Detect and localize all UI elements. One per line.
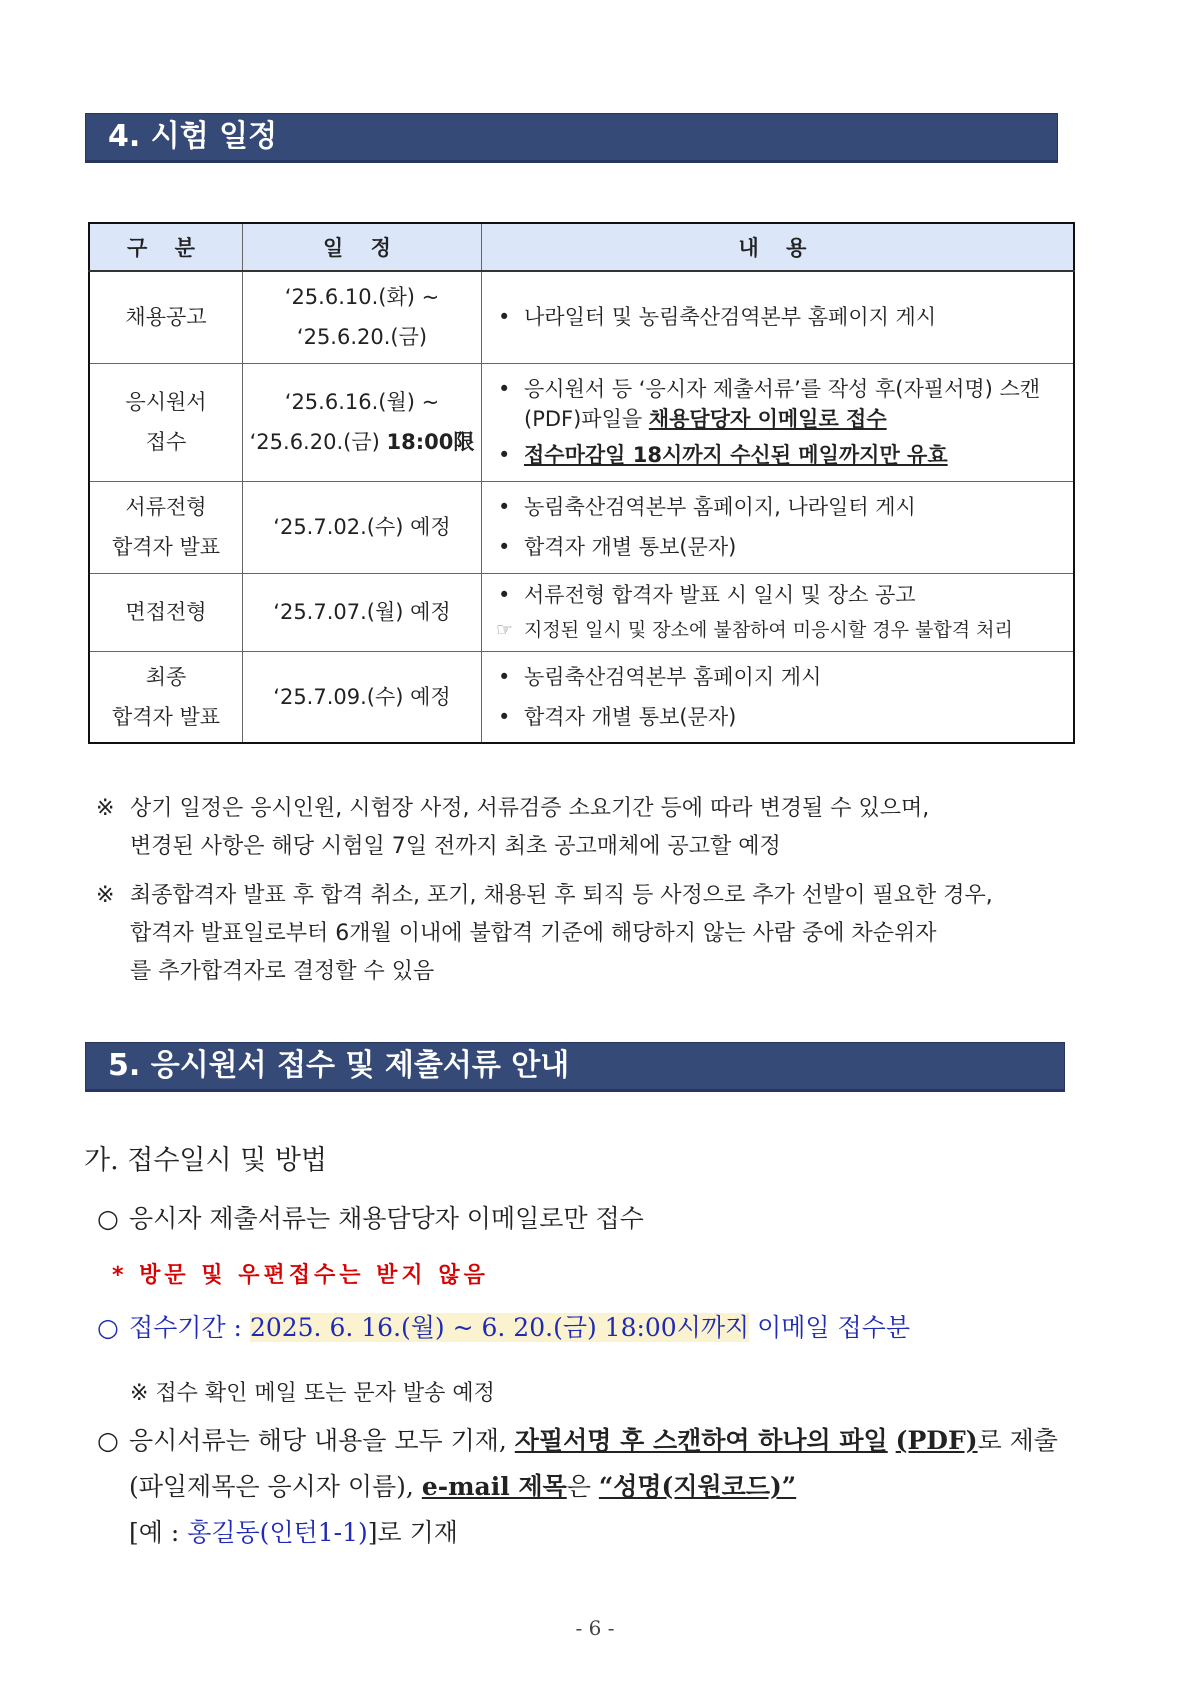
item-text-part: ]로 기재 [367,1518,458,1547]
category-text: 합격자 발표 [111,704,221,729]
content-text: 응시원서 등 ‘응시자 제출서류’를 작성 후(자필서명) 스캔 [524,377,1041,401]
content-item: • 서류전형 합격자 발표 시 일시 및 장소 공고 [496,577,1065,613]
emphasis-text: (PDF) [895,1426,978,1455]
header-category: 구 분 [89,223,243,271]
period-highlight: 2025. 6. 16.(월) ~ 6. 20.(금) 18:00시까지 [249,1313,750,1342]
content-note [496,613,1065,647]
period-label: 접수기간 : [129,1313,242,1342]
circle-bullet: ○ [97,1313,119,1342]
item-text [129,1305,1067,1351]
table-row [89,651,1074,743]
example-label: [예 : [129,1518,180,1547]
date-text: ‘25.6.16.(월) ~ [284,390,440,414]
item-text-part: 은 [566,1472,591,1501]
content-item: • 농림축산검역본부 홈페이지 게시 [496,657,1065,697]
date-text [243,422,481,462]
page-number: - 6 - [575,1616,615,1640]
emphasis-text: e-mail 제목 [421,1472,567,1501]
emphasis-text: 채용담당자 이메일로 접수 [648,407,887,431]
table-row [89,481,1074,573]
row-content [482,573,1075,651]
emphasis-text: 접수마감일 18시까지 수신된 메일까지만 유효 [524,443,948,467]
row-category [89,481,243,573]
row-content [482,271,1075,363]
row-content [482,363,1075,481]
row-category [89,573,243,651]
table-row [89,271,1074,363]
confirmation-note: ※ 접수 확인 메일 또는 문자 발송 예정 [130,1381,495,1406]
table-row [89,573,1074,651]
schedule-remark [96,877,1066,991]
item-text: 응시자 제출서류는 채용담당자 이메일로만 접수 [129,1204,644,1233]
category-text: 서류전형 [125,495,207,519]
exam-schedule-table [88,222,1075,744]
reference-mark: ※ [96,796,115,821]
section-5-header: 5. 응시원서 접수 및 제출서류 안내 [85,1042,1065,1092]
remark-line: 상기 일정은 응시인원, 시험장 사정, 서류검증 소요기간 등에 따라 변경될 수 있으며, [130,796,930,821]
row-date [243,573,482,651]
warning-note: * 방문 및 우편접수는 받지 않음 [112,1263,489,1288]
subsection-title: 가. 접수일시 및 방법 [84,1145,327,1176]
row-category [89,363,243,481]
remark-line: 를 추가합격자로 결정할 수 있음 [130,959,435,984]
row-content [482,651,1075,743]
item-text [129,1418,1067,1556]
date-text: ‘25.7.09.(수) 예정 [273,684,451,709]
row-category [89,271,243,363]
row-date [243,481,482,573]
category-text: 응시원서 [125,390,207,414]
reference-mark: ※ [96,883,115,908]
row-date [243,651,482,743]
date-end: ‘25.6.20.(금) [249,430,380,454]
content-item: • 합격자 개별 통보(문자) [496,527,1065,567]
deadline-time: 18:00限 [386,430,475,454]
date-text: ‘25.7.07.(월) 예정 [273,600,451,624]
list-item [97,1418,1067,1556]
pointing-hand-icon: ☞ [496,619,514,641]
header-schedule: 일 정 [243,223,482,271]
date-text: ‘25.6.10.(화) ~ [284,285,440,310]
note-text: 지정된 일시 및 장소에 불참하여 미응시할 경우 불합격 처리 [524,619,1013,641]
remark-line: 최종합격자 발표 후 합격 취소, 포기, 채용된 후 퇴직 등 사정으로 추가 선발이 필요한 경우, [130,883,993,908]
table-header-row [89,223,1074,271]
circle-bullet: ○ [97,1426,119,1455]
date-text: ‘25.7.02.(수) 예정 [273,515,451,539]
remark-line: 합격자 발표일로부터 6개월 이내에 불합격 기준에 해당하지 않는 사람 중에 차순위자 [130,921,937,946]
list-item [97,1305,1067,1351]
item-text-part: 응시서류는 해당 내용을 모두 기재, [129,1426,507,1455]
list-item [97,1196,1067,1242]
section-4-header: 4. 시험 일정 [85,113,1058,163]
remark-line: 변경된 사항은 해당 시험일 7일 전까지 최초 공고매체에 공고할 예정 [130,834,781,859]
content-item: • 합격자 개별 통보(문자) [496,697,1065,737]
example-value: 홍길동(인턴1-1) [187,1518,368,1547]
row-date [243,271,482,363]
content-item: • 나라일터 및 농림축산검역본부 홈페이지 게시 [496,297,1065,337]
table-row [89,363,1074,481]
circle-bullet: ○ [97,1204,119,1233]
row-category [89,651,243,743]
content-item [496,374,1065,404]
category-text: 채용공고 [125,305,207,330]
period-suffix: 이메일 접수분 [757,1313,910,1342]
content-item-continued [496,404,1065,434]
category-text: 접수 [145,430,187,454]
category-text: 면접전형 [125,600,207,624]
item-text-part: 로 제출(파일제목은 응시자 이름), [129,1426,1058,1501]
schedule-remark [96,790,1066,866]
category-text: 합격자 발표 [111,535,221,559]
content-item [496,440,1065,470]
row-content [482,481,1075,573]
content-item: • 농림축산검역본부 홈페이지, 나라일터 게시 [496,487,1065,527]
header-content: 내 용 [482,223,1075,271]
date-text: ‘25.6.20.(금) [296,325,428,350]
emphasis-text: 자필서명 후 스캔하여 하나의 파일 [514,1426,888,1455]
content-text: (PDF)파일을 [524,407,643,431]
category-text: 최종 [145,664,187,689]
row-date [243,363,482,481]
emphasis-text: “성명(지원코드)” [598,1472,797,1501]
